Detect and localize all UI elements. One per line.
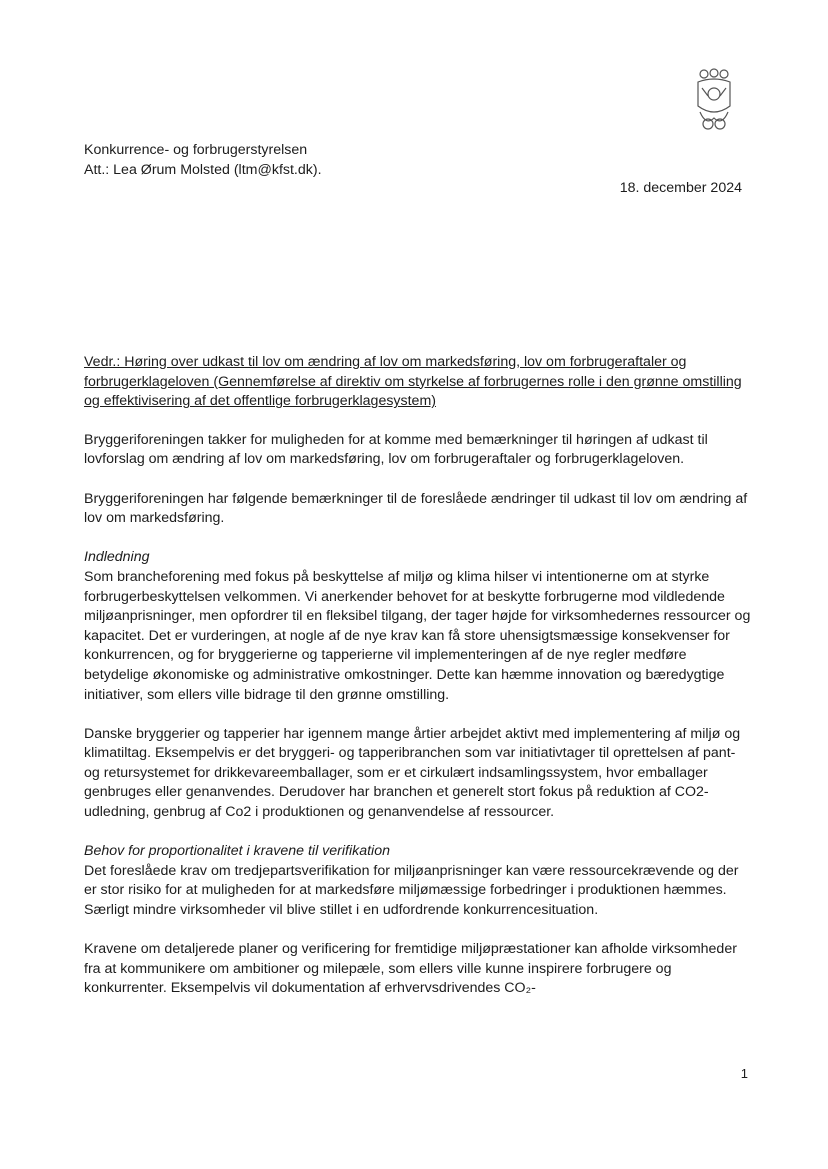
paragraph-1: Bryggeriforeningen takker for muligheden for at komme med bemærkninger til høringen af udkast til lovforslag om ændring af lov om markedsføring, lov om forbrugeraftaler og forbrugerklageloven.: [84, 431, 708, 468]
section-heading-introduction: Indledning: [84, 549, 150, 566]
paragraph-2: Bryggeriforeningen har følgende bemærkninger til de foreslåede ændringer til udkast til lov om ændring af lov om markedsføring.: [84, 490, 748, 527]
letter-date: 18. december 2024: [619, 180, 742, 196]
recipient-organization: Konkurrence- og forbrugerstyrelsen: [84, 142, 308, 158]
section-heading-proportionality: Behov for proportionalitet i kravene til verifikation: [84, 843, 390, 860]
paragraph-6: Kravene om detaljerede planer og verificering for fremtidige miljøpræstationer kan afholde virksomheder fra at kommunikere om ambitioner og milepæle, som ellers ville kunne inspirere forbrugere og konkurrenter. Eksempelvis vil dokumentation af erhvervsdrivendes CO₂-: [84, 941, 737, 997]
recipient-attention: Att.: Lea Ørum Molsted (ltm@kfst.dk).: [84, 162, 322, 178]
crest-icon: [690, 66, 738, 134]
paragraph-4: Danske bryggerier og tapperier har igennem mange årtier arbejdet aktivt med implementering af miljø og klimatiltag. Eksempelvis er det bryggeri- og tapperibranchen som var initiativtager til oprettelsen af pant- og retursystemet for drikkevareemballager, som er et cirkulært indsamlingssystem, hvor emballager genbruges eller genanvendes. Derudover har branchen et generelt stort fokus på reduktion af CO2-udledning, genbrug af Co2 i produktionen og genanvendelse af ressourcer.: [84, 725, 741, 821]
section-introduction: [84, 548, 754, 705]
subject-line: Vedr.: Høring over udkast til lov om ændring af lov om markedsføring, lov om forbrugeraftaler og forbrugerklageloven (Gennemførelse af direktiv om styrkelse af forbrugernes rolle i den grønne omstilling og effektivisering af det offentlige forbrugerklagesystem): [84, 354, 742, 410]
section-proportionality: [84, 842, 754, 920]
paragraph-5: Det foreslåede krav om tredjepartsverifikation for miljøanprisninger kan være ressourcekrævende og der er stor risiko for at muligheden for at markedsføre miljømæssige forbedringer i produktionen hæmmes. Særligt mindre virksomheder vil blive stillet i en udfordrende konkurrencesituation.: [84, 862, 739, 919]
letter-body: [84, 353, 754, 1019]
recipient-block: [84, 140, 322, 180]
page-number: 1: [740, 1066, 748, 1081]
paragraph-3: Som brancheforening med fokus på beskyttelse af miljø og klima hilser vi intentionerne om at styrke forbrugerbeskyttelsen velkommen. Vi anerkender behovet for at beskytte forbrugerne mod vildledende miljøanprisninger, men opfordrer til en fleksibel tilgang, der tager højde for virksomhedernes ressourcer og kapacitet. Det er vurderingen, at nogle af de nye krav kan få store uhensigtsmæssige konsekvenser for konkurrencen, og for bryggerierne og tapperierne vil implementeringen af de nye regler medføre betydelige økonomiske og administrative omkostninger. Dette kan hæmme innovation og bæredygtige initiativer, som ellers ville bidrage til den grønne omstilling.: [84, 568, 751, 703]
